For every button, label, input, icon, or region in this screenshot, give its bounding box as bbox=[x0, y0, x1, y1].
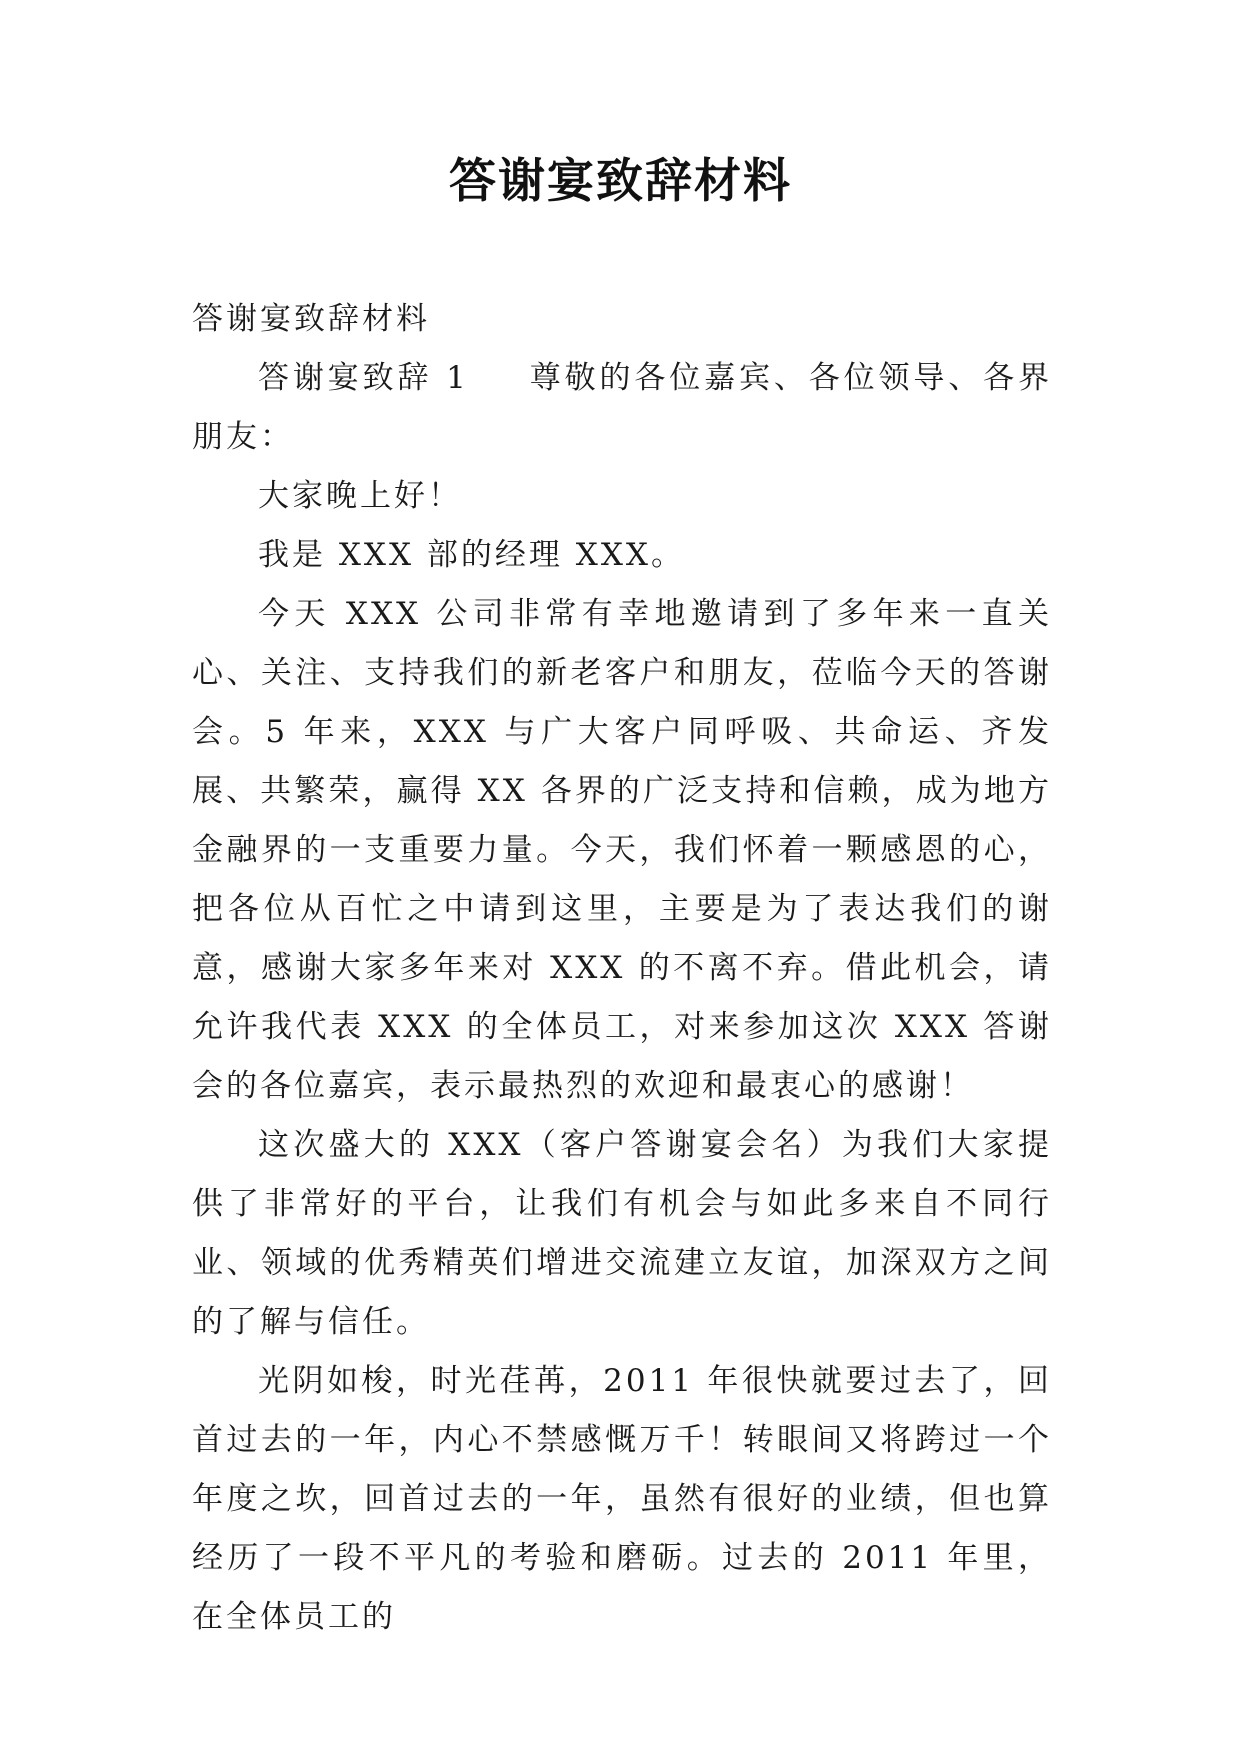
speech-label: 答谢宴致辞 1 bbox=[258, 360, 469, 396]
paragraph-review: 光阴如梭，时光荏苒，2011 年很快就要过去了，回首过去的一年，内心不禁感慨万千！转眼间又将跨过一个年度之坎，回首过去的一年，虽然有很好的业绩，但也算经历了一段不平凡的考验和磨砺。过去的 2011 年里，在全体员工的 bbox=[192, 1363, 1052, 1635]
paragraph-welcome: 今天 XXX 公司非常有幸地邀请到了多年来一直关心、关注、支持我们的新老客户和朋友，莅临今天的答谢会。5 年来，XXX 与广大客户同呼吸、共命运、齐发展、共繁荣，赢得 XX 各界的广泛支持和信赖，成为地方金融界的一支重要力量。今天，我们怀着一颗感恩的心，把各位从百忙之中请到这里，主要是为了表达我们的谢意，感谢大家多年来对 XXX 的不离不弃。借此机会，请允许我代表 XXX 的全体员工，对来参加这次 XXX 答谢会的各位嘉宾，表示最热烈的欢迎和最衷心的感谢！ bbox=[192, 596, 1052, 1104]
document-subtitle: 答谢宴致辞材料 bbox=[192, 301, 430, 337]
paragraph-greeting: 大家晚上好！ bbox=[258, 478, 462, 514]
paragraph-introduction: 我是 XXX 部的经理 XXX。 bbox=[258, 537, 685, 573]
document-title: 答谢宴致辞材料 bbox=[449, 154, 792, 209]
document-body bbox=[192, 290, 1052, 1647]
speech-opening bbox=[192, 349, 1052, 467]
salutation: 尊敬的各位嘉宾、各位领导、各界朋友： bbox=[192, 360, 1053, 455]
paragraph-platform: 这次盛大的 XXX（客户答谢宴会名）为我们大家提供了非常好的平台，让我们有机会与如此多来自不同行业、领域的优秀精英们增进交流建立友谊，加深双方之间的了解与信任。 bbox=[192, 1127, 1052, 1340]
